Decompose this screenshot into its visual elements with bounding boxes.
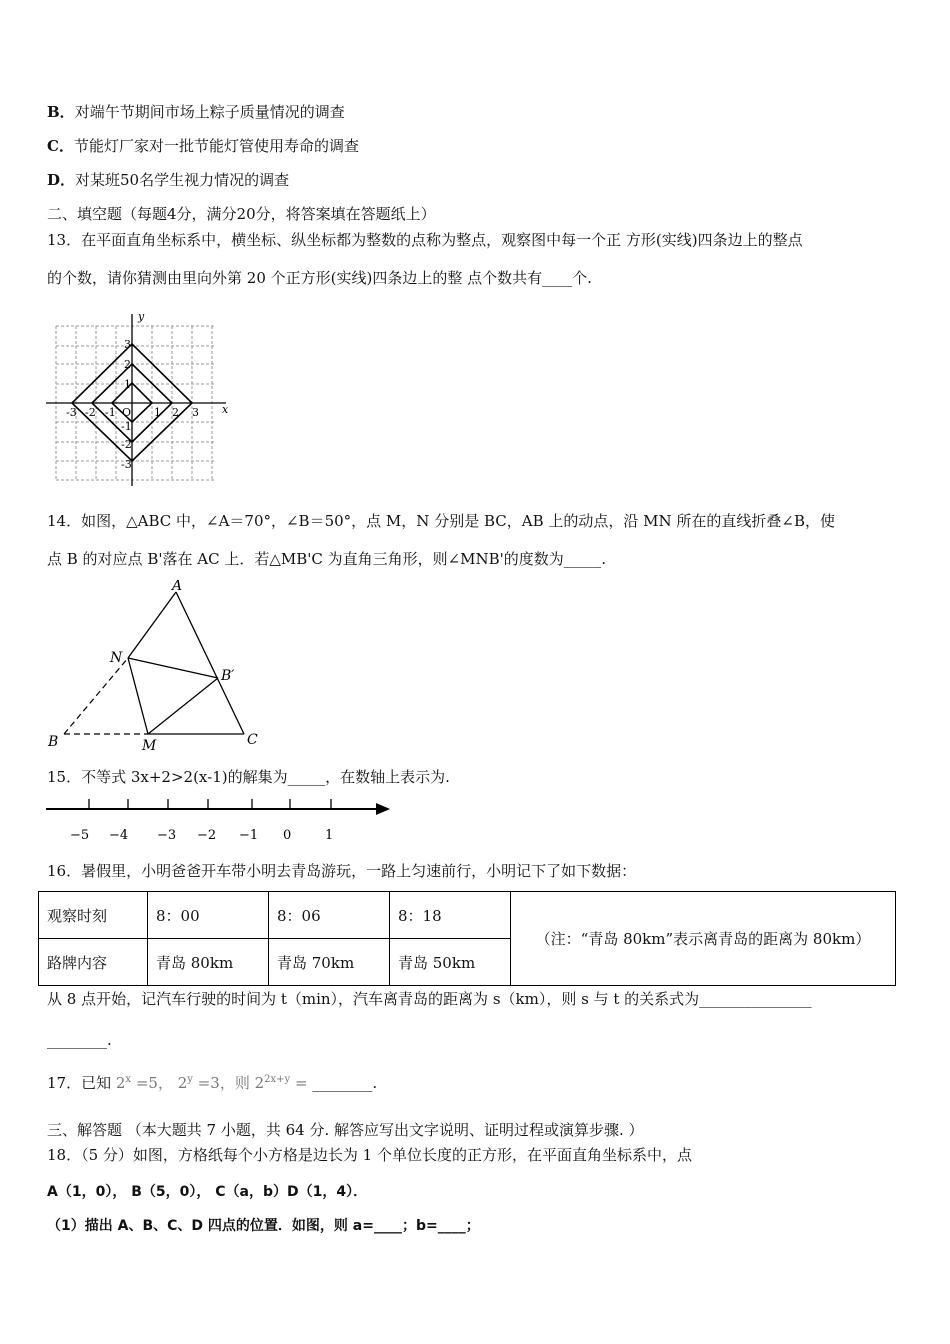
q14-triangle-figure	[44, 580, 274, 755]
table-note: （注：“青岛 80km”表示离青岛的距离为 80km）	[511, 892, 896, 986]
option-letter: B．	[47, 103, 75, 121]
option-letter: D．	[47, 171, 76, 189]
q17-text	[47, 1070, 377, 1093]
q16-data-table	[38, 891, 896, 986]
table-cell: 8：00	[148, 892, 269, 939]
y-tick-label: 2	[124, 358, 131, 371]
number-line-tick-label: −4	[109, 828, 129, 843]
number-line-tick-label: −1	[239, 828, 259, 843]
q17-expr1	[116, 1074, 173, 1092]
number-line-tick-label: 0	[283, 828, 292, 843]
expr-base: 2	[115, 1074, 126, 1092]
q17-expr2	[178, 1074, 250, 1092]
q17-prefix: 17．已知	[47, 1074, 112, 1092]
y-axis-label: y	[138, 310, 145, 323]
q16-after-line1: 从 8 点开始，记汽车行驶的时间为 t（min），汽车离青岛的距离为 s（km），则 s 与 t 的关系式为_______________	[47, 990, 812, 1008]
q18-line3: （1）描出 A、B、C、D 四点的位置．如图，则 a=____；b=____；	[47, 1218, 480, 1234]
expr-exponent: 2x+y	[264, 1074, 291, 1085]
table-cell: 8：06	[269, 892, 390, 939]
q17-expr3	[255, 1074, 308, 1092]
number-line-tick-label: −3	[157, 828, 177, 843]
number-line-tick-label: −5	[70, 828, 90, 843]
table-cell: 路牌内容	[39, 939, 148, 986]
section3-heading: 三、解答题 （本大题共 7 小题，共 64 分. 解答应写出文字说明、证明过程或演算步骤. ）	[47, 1121, 644, 1139]
y-tick-label: -3	[121, 458, 132, 471]
label-b: B	[48, 734, 59, 750]
option-b	[47, 102, 345, 122]
expr-exponent: x	[125, 1074, 132, 1085]
q14-line2: 点 B 的对应点 B'落在 AC 上．若△MB'C 为直角三角形，则∠MNB'的度数为_____.	[47, 550, 607, 568]
number-line-tick-label: 1	[325, 828, 334, 843]
option-d	[47, 170, 289, 190]
table-cell: 青岛 80km	[148, 939, 269, 986]
q15-text: 15．不等式 3x+2>2(x-1)的解集为_____，在数轴上表示为.	[47, 768, 450, 786]
table-cell: 8：18	[390, 892, 511, 939]
expr-rest: =	[290, 1074, 308, 1092]
q13-line1: 13．在平面直角坐标系中，横坐标、纵坐标都为整数的点称为整点，观察图中每一个正 方形(实线)四条边上的整点	[47, 231, 803, 249]
y-tick-label: 1	[124, 378, 131, 391]
label-a: A	[172, 580, 183, 594]
x-tick-label: -3	[66, 406, 77, 419]
table-row	[39, 892, 896, 939]
q18-line2: A（1，0）， B（5，0）， C（a，b）D（1，4）．	[47, 1184, 368, 1200]
expr-base: 2	[254, 1074, 265, 1092]
q13-square-grid-figure	[44, 308, 234, 488]
origin-label: O	[122, 406, 132, 419]
q18-line1: 18．（5 分）如图，方格纸每个小方格是边长为 1 个单位长度的正方形，在平面直角坐标系中，点	[47, 1146, 692, 1164]
y-tick-label: 3	[124, 338, 131, 351]
y-tick-label: -2	[121, 438, 132, 451]
x-tick-label: 3	[192, 406, 199, 419]
label-c: C	[247, 732, 258, 748]
y-tick-label: -1	[121, 420, 132, 433]
option-c	[47, 136, 359, 156]
option-text: 节能灯厂家对一批节能灯管使用寿命的调查	[73, 137, 359, 155]
option-text: 对某班50名学生视力情况的调查	[75, 171, 290, 189]
q13-line2: 的个数，请你猜测由里向外第 20 个正方形(实线)四条边上的整 点个数共有____个.	[47, 269, 592, 287]
q16-after-line2: ________.	[47, 1031, 112, 1049]
q15-number-line	[40, 795, 400, 847]
table-cell: 青岛 70km	[269, 939, 390, 986]
option-text: 对端午节期间市场上粽子质量情况的调查	[74, 103, 345, 121]
number-line-tick-label: −2	[197, 828, 217, 843]
expr-rest: =5，	[131, 1074, 173, 1092]
x-tick-label: 2	[172, 406, 179, 419]
x-axis-label: x	[222, 403, 229, 416]
table-cell: 观察时刻	[39, 892, 148, 939]
q16-text: 16．暑假里，小明爸爸开车带小明去青岛游玩，一路上匀速前行，小明记下了如下数据：	[47, 862, 637, 880]
q14-line1: 14．如图，△ABC 中，∠A＝70°，∠B＝50°，点 M，N 分别是 BC，AB 上的动点，沿 MN 所在的直线折叠∠B，使	[47, 512, 835, 530]
x-tick-label: -2	[85, 406, 96, 419]
label-m: M	[142, 738, 157, 754]
x-tick-label: -1	[105, 406, 116, 419]
option-letter: C．	[47, 137, 74, 155]
section2-heading: 二、填空题（每题4分，满分20分，将答案填在答题纸上）	[47, 205, 436, 223]
x-tick-label: 1	[154, 406, 161, 419]
label-b-prime: B′	[221, 668, 235, 684]
expr-rest: =3，则	[192, 1074, 250, 1092]
table-cell: 青岛 50km	[390, 939, 511, 986]
q17-blank: ________.	[312, 1074, 378, 1092]
label-n: N	[110, 650, 123, 666]
expr-base: 2	[177, 1074, 188, 1092]
expr-exponent: y	[187, 1074, 193, 1085]
